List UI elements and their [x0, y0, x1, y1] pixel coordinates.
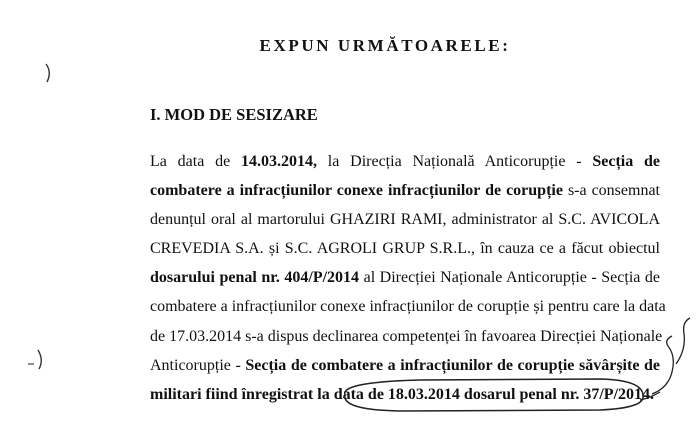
- text-run: combatere a infracțiunilor conexe infracțiunilor de corupție și pentru care la data: [150, 298, 666, 316]
- paragraph-line: [150, 380, 660, 409]
- text-run: Anticorupție -: [150, 356, 246, 374]
- bold-text-run: 14.03.2014,: [241, 153, 318, 170]
- paragraph-line: [150, 205, 660, 234]
- text-run: al Direcției Naționale Anticorupție - Secția de: [359, 269, 661, 287]
- paragraph-line: [150, 351, 660, 380]
- bold-text-run: Secția de: [592, 153, 661, 170]
- paragraph-line: [150, 234, 660, 263]
- paragraph-line: [150, 292, 666, 321]
- bold-text-run: dosarului penal nr. 404/P/2014: [150, 269, 360, 287]
- paragraph-line: [150, 263, 660, 292]
- section-title: I. MOD DE SESIZARE: [150, 105, 318, 124]
- text-run: CREVEDIA S.A. și S.C. AGROLI GRUP S.R.L., în cauza ce a făcut obiectul: [150, 240, 660, 258]
- bold-text-run: militari fiind înregistrat la data de 18.03.2014 dosarul penal nr. 37/P/2014.: [150, 385, 655, 403]
- document-heading: EXPUN URMĂTOARELE:: [259, 36, 511, 55]
- bold-text-run: Secția de combatere a infracțiunilor de corupție săvârșite de: [245, 356, 660, 374]
- paragraph-line: [150, 176, 660, 205]
- paragraph-line: [150, 322, 663, 351]
- paragraph-line: [150, 147, 660, 176]
- text-run: denunțul oral al martorului GHAZIRI RAMI, administrator al S.C. AVICOLA: [150, 211, 660, 229]
- text-run: s-a consemnat: [562, 182, 660, 200]
- text-run: la Direcția Națională Anticorupție -: [317, 153, 593, 170]
- text-run: de 17.03.2014 s-a dispus declinarea competenței în favoarea Direcției Naționale: [150, 327, 663, 345]
- margin-bracket-mark-bottom: [38, 350, 41, 369]
- body-paragraph: [150, 147, 666, 409]
- bold-text-run: combatere a infracțiunilor conexe infracțiunilor de corupție: [150, 182, 563, 200]
- text-run: La data de: [150, 153, 242, 170]
- margin-bracket-mark-top: [46, 64, 49, 82]
